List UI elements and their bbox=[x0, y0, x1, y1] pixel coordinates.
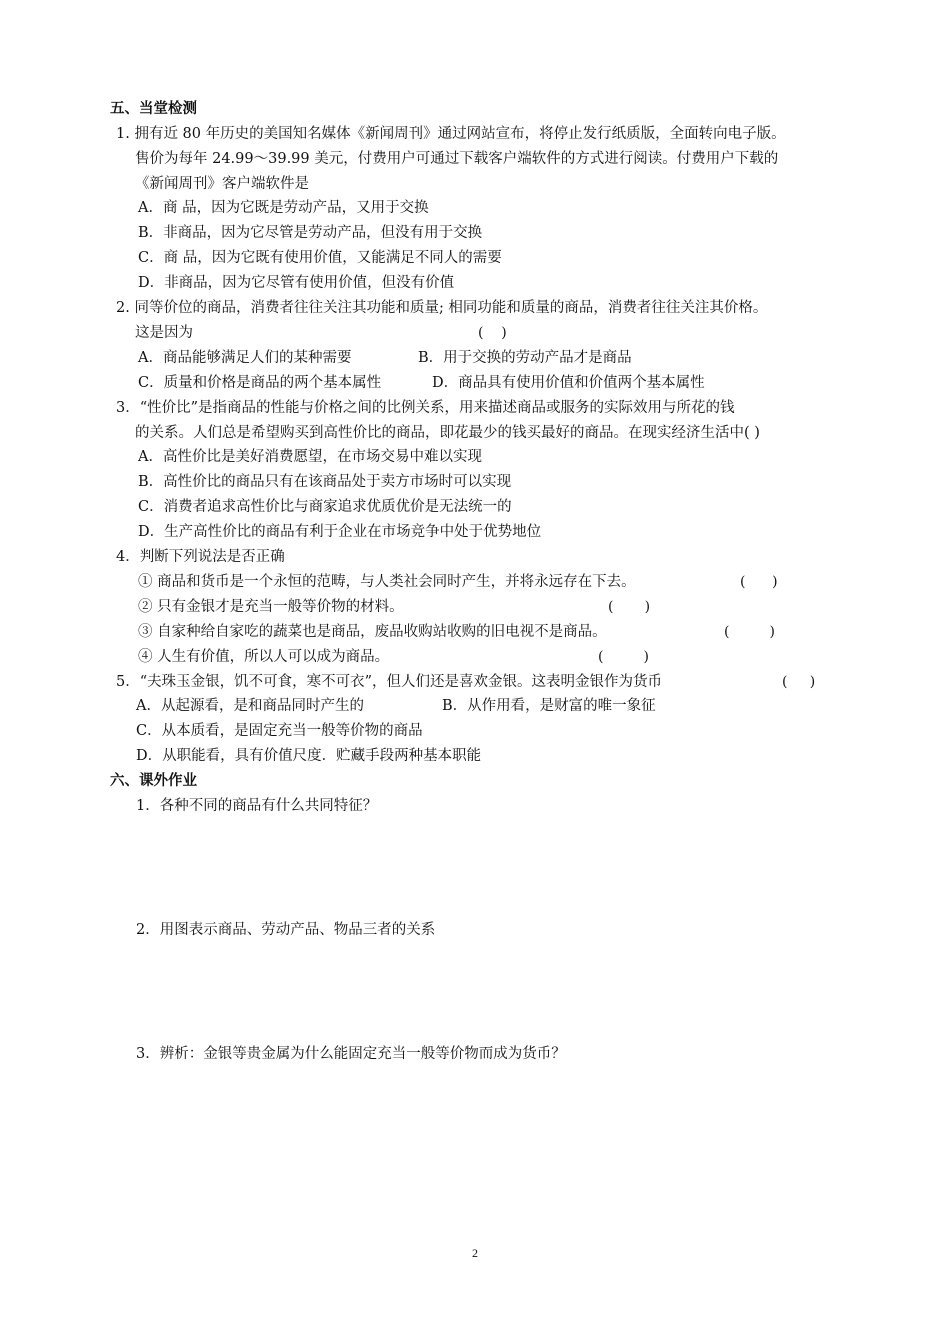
q4-item-1-blank: ( ) bbox=[740, 574, 778, 590]
q4-item-2-blank: ( ) bbox=[608, 599, 651, 615]
section6-heading: 六、课外作业 bbox=[110, 773, 197, 789]
q4-item-3-blank: ( ) bbox=[724, 624, 775, 640]
q1-option-a: A．商 品，因为它既是劳动产品，又用于交换 bbox=[138, 200, 429, 216]
q2-option-d: D．商品具有使用价值和价值两个基本属性 bbox=[432, 375, 705, 391]
homework-2: 2．用图表示商品、劳动产品、物品三者的关系 bbox=[136, 922, 436, 938]
q1-option-d: D．非商品，因为它尽管有使用价值，但没有价值 bbox=[138, 275, 455, 291]
q3-option-d: D．生产高性价比的商品有利于企业在市场竞争中处于优势地位 bbox=[138, 524, 542, 540]
q3-option-b: B．高性价比的商品只有在该商品处于卖方市场时可以实现 bbox=[138, 474, 512, 490]
q1-line1: 1. 拥有近 80 年历史的美国知名媒体《新闻周刊》通过网站宣布，将停止发行纸质版，全面转向电子版。 bbox=[116, 126, 786, 142]
homework-3: 3．辨析：金银等贵金属为什么能固定充当一般等价物而成为货币？ bbox=[136, 1046, 566, 1062]
q2-line2: 这是因为 bbox=[135, 325, 193, 341]
q3-option-c: C．消费者追求高性价比与商家追求优质优价是无法统一的 bbox=[138, 499, 512, 515]
q2-option-b: B．用于交换的劳动产品才是商品 bbox=[418, 350, 632, 366]
q1-line2: 售价为每年 24.99～39.99 美元，付费用户可通过下载客户端软件的方式进行阅读。付费用户下载的 bbox=[135, 151, 779, 167]
q4-item-3: ③ 自家种给自家吃的蔬菜也是商品，废品收购站收购的旧电视不是商品。 bbox=[138, 624, 607, 640]
q5-option-d: D．从职能看，具有价值尺度．贮藏手段两种基本职能 bbox=[136, 748, 482, 764]
q5-option-c: C．从本质看，是固定充当一般等价物的商品 bbox=[136, 723, 423, 739]
q2-option-c: C．质量和价格是商品的两个基本属性 bbox=[138, 375, 382, 391]
q1-option-c: C．商 品，因为它既有使用价值，又能满足不同人的需要 bbox=[138, 250, 502, 266]
q3-line1: 3．“性价比”是指商品的性能与价格之间的比例关系，用来描述商品或服务的实际效用与所花的钱 bbox=[116, 400, 735, 416]
q1-line3: 《新闻周刊》客户端软件是 bbox=[135, 176, 309, 192]
q3-line2: 的关系。人们总是希望购买到高性价比的商品，即花最少的钱买最好的商品。在现实经济生活中( ) bbox=[135, 425, 760, 441]
q2-option-a: A．商品能够满足人们的某种需要 bbox=[138, 350, 352, 366]
q2-answer-blank: ( ) bbox=[478, 325, 507, 341]
q4-item-4-blank: ( ) bbox=[598, 649, 649, 665]
q5-stem: 5．“夫珠玉金银，饥不可食，寒不可衣”，但人们还是喜欢金银。这表明金银作为货币 bbox=[116, 674, 663, 690]
q5-option-a: A．从起源看，是和商品同时产生的 bbox=[136, 698, 364, 714]
q4-stem: 4．判断下列说法是否正确 bbox=[116, 549, 285, 565]
q5-option-b: B．从作用看，是财富的唯一象征 bbox=[442, 698, 656, 714]
q5-answer-blank: ( ) bbox=[782, 674, 816, 690]
q4-item-1: ① 商品和货币是一个永恒的范畴，与人类社会同时产生，并将永远存在下去。 bbox=[138, 574, 636, 590]
q2-line1: 2. 同等价位的商品，消费者往往关注其功能和质量; 相同功能和质量的商品，消费者往往关注其价格。 bbox=[116, 300, 768, 316]
q1-option-b: B．非商品，因为它尽管是劳动产品，但没有用于交换 bbox=[138, 225, 483, 241]
page-number: 2 bbox=[472, 1246, 478, 1260]
q4-item-2: ② 只有金银才是充当一般等价物的材料。 bbox=[138, 599, 404, 615]
homework-1: 1．各种不同的商品有什么共同特征？ bbox=[136, 798, 378, 814]
q3-option-a: A．高性价比是美好消费愿望，在市场交易中难以实现 bbox=[138, 449, 482, 465]
section5-heading: 五、当堂检测 bbox=[110, 101, 197, 117]
q4-item-4: ④ 人生有价值，所以人可以成为商品。 bbox=[138, 649, 390, 665]
